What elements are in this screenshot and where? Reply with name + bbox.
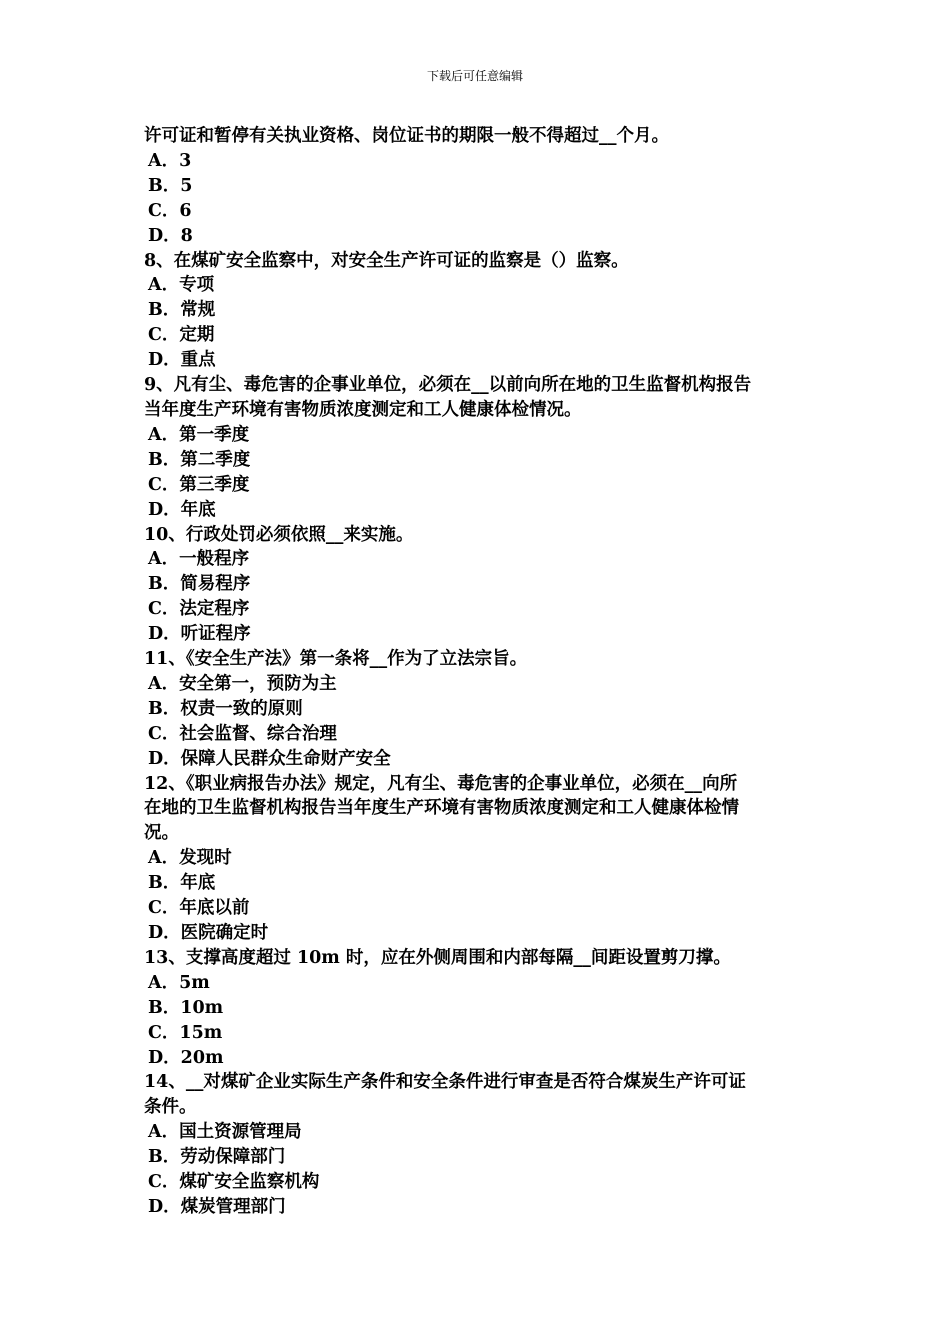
option-line: C．社会监督、综合治理 xyxy=(148,723,337,744)
question-line: 在地的卫生监督机构报告当年度生产环境有害物质浓度测定和工人健康体检情 xyxy=(144,798,739,819)
option-line: C．煤矿安全监察机构 xyxy=(148,1172,320,1193)
option-line: D．医院确定时 xyxy=(148,923,269,943)
option-line: C．定期 xyxy=(148,325,215,346)
option-line: A．专项 xyxy=(148,275,215,296)
question-line: 9、凡有尘、毒危害的企事业单位，必须在__以前向所在地的卫生监督机构报告 xyxy=(144,375,752,396)
question-line: 11、《安全生产法》第一条将__作为了立法宗旨。 xyxy=(144,649,528,670)
option-line: B．5 xyxy=(148,175,193,196)
option-line: D．8 xyxy=(148,225,193,246)
option-line: D．年底 xyxy=(148,499,216,520)
question-line: 条件。 xyxy=(144,1097,197,1118)
question-line: 况。 xyxy=(144,823,179,844)
option-line: B．常规 xyxy=(148,300,216,321)
option-line: D．煤炭管理部门 xyxy=(148,1196,286,1217)
option-line: C．第三季度 xyxy=(148,474,250,495)
question-line: 8、在煤矿安全监察中，对安全生产许可证的监察是（）监察。 xyxy=(144,250,629,271)
question-line: 当年度生产环境有害物质浓度测定和工人健康体检情况。 xyxy=(144,399,582,420)
option-line: C．6 xyxy=(148,200,192,221)
question-content xyxy=(144,124,810,1220)
option-line: B．第二季度 xyxy=(148,449,251,470)
option-line: A．发现时 xyxy=(148,848,232,869)
option-line: A．5m xyxy=(148,972,210,993)
option-line: C．15m xyxy=(148,1022,223,1043)
option-line: B．简易程序 xyxy=(148,574,251,595)
option-line: D．20m xyxy=(148,1047,224,1068)
option-line: A．一般程序 xyxy=(148,549,250,570)
option-line: A．国土资源管理局 xyxy=(148,1122,302,1143)
option-line: B．劳动保障部门 xyxy=(148,1147,286,1168)
question-line: 13、支撑高度超过 10m 时，应在外侧周围和内部每隔__间距设置剪刀撑。 xyxy=(144,947,731,968)
option-line: B．权责一致的原则 xyxy=(148,698,303,719)
option-line: C．法定程序 xyxy=(148,599,250,620)
page-header: 下载后可任意编辑 xyxy=(426,69,523,83)
text-line: 许可证和暂停有关执业资格、岗位证书的期限一般不得超过__个月。 xyxy=(144,126,669,146)
option-line: D．重点 xyxy=(148,350,216,371)
option-line: D．保障人民群众生命财产安全 xyxy=(148,748,391,769)
option-line: A．第一季度 xyxy=(148,424,250,445)
option-line: A．3 xyxy=(148,150,192,171)
question-line: 14、__对煤矿企业实际生产条件和安全条件进行审查是否符合煤炭生产许可证 xyxy=(144,1072,746,1093)
question-line: 10、行政处罚必须依照__来实施。 xyxy=(144,524,414,545)
option-line: C．年底以前 xyxy=(148,898,250,919)
option-line: B．年底 xyxy=(148,873,216,894)
option-line: A．安全第一，预防为主 xyxy=(148,673,337,694)
option-line: D．听证程序 xyxy=(148,624,251,645)
option-line: B．10m xyxy=(148,997,224,1018)
question-line: 12、《职业病报告办法》规定，凡有尘、毒危害的企事业单位，必须在__向所 xyxy=(144,773,738,794)
